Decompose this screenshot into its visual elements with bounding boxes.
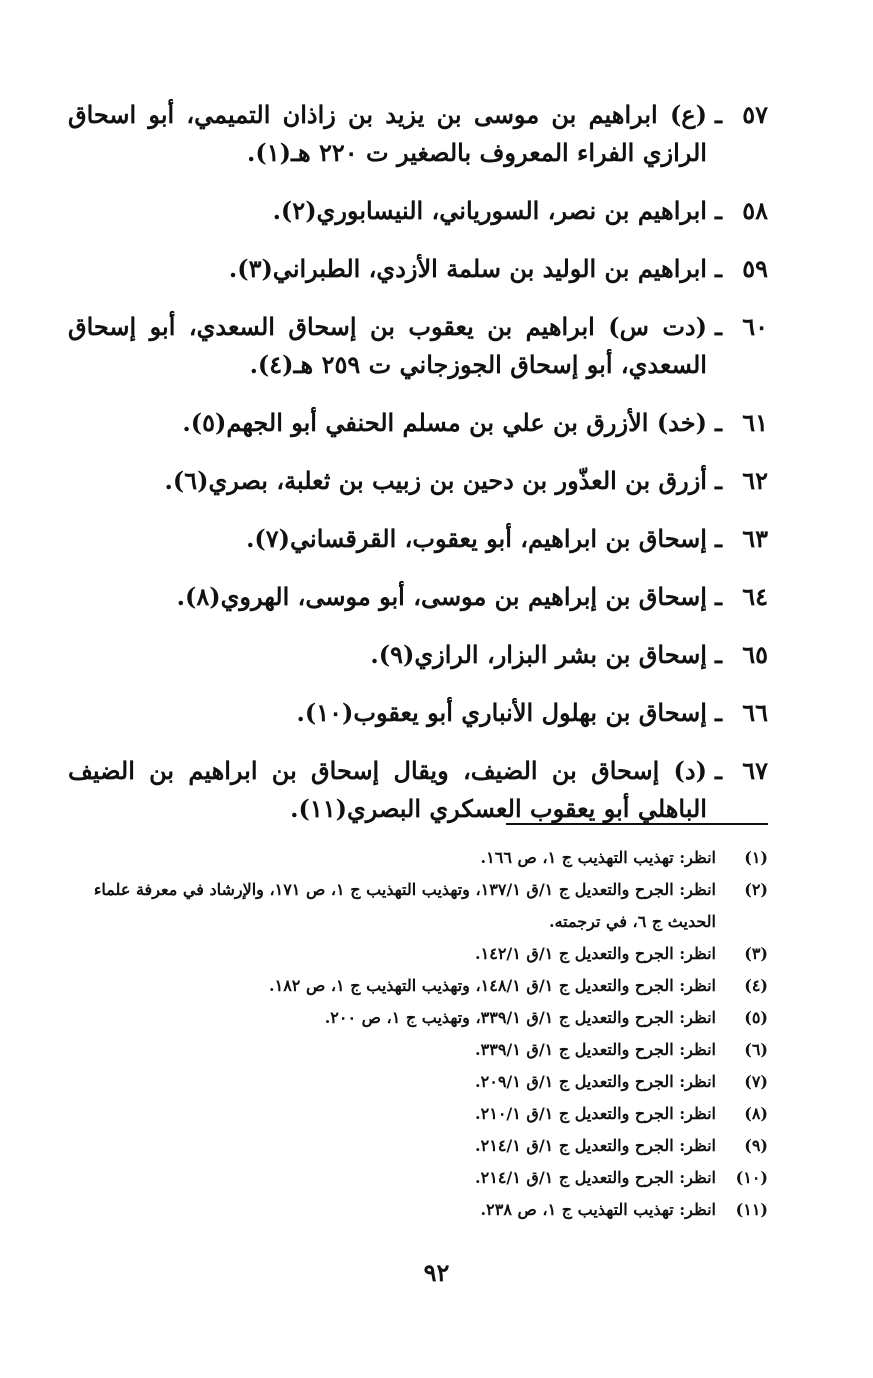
footnote-text: انظر: تهذيب التهذيب ج ١، ص ٢٣٨. xyxy=(480,1200,716,1219)
footnote-text: انظر: تهذيب التهذيب ج ١، ص ١٦٦. xyxy=(480,848,716,867)
entry-text: إسحاق بن إبراهيم بن موسى، أبو موسى، الهروي(٨). xyxy=(176,582,707,611)
entry-number: ٦٣ xyxy=(742,524,768,553)
entry-dash: ـ xyxy=(714,524,722,553)
footnote-2 xyxy=(68,874,768,938)
footnotes-list xyxy=(68,842,768,1226)
page-number: ٩٢ xyxy=(423,1258,450,1287)
footnote-7 xyxy=(68,1066,768,1098)
footnote-number: (١) xyxy=(744,848,768,867)
entry-62 xyxy=(68,462,768,500)
entry-text: (د) إسحاق بن الضيف، ويقال إسحاق بن ابراهيم بن الضيف الباهلي أبو يعقوب العسكري البصري(١١). xyxy=(68,756,707,823)
footnote-4 xyxy=(68,970,768,1002)
footnote-text: انظر: الجرح والتعديل ج ١/ق ٢١٠/١. xyxy=(475,1104,716,1123)
footnote-1 xyxy=(68,842,768,874)
entry-dash: ـ xyxy=(714,466,722,495)
entry-60 xyxy=(68,308,768,384)
entry-number: ٦٠ xyxy=(742,312,768,341)
entry-61 xyxy=(68,404,768,442)
footnote-text: انظر: الجرح والتعديل ج ١/ق ١٤٨/١، وتهذيب التهذيب ج ١، ص ١٨٢. xyxy=(269,976,716,995)
entry-text: (ع) ابراهيم بن موسى بن يزيد بن زاذان التميمي، أبو اسحاق الرازي الفراء المعروف بالصغير ت ٢٢٠ هـ(١). xyxy=(68,100,707,167)
entry-dash: ـ xyxy=(714,640,722,669)
footnote-number: (١٠) xyxy=(735,1168,768,1187)
entry-65 xyxy=(68,636,768,674)
entry-dash: ـ xyxy=(714,756,722,785)
footnote-text: انظر: الجرح والتعديل ج ١/ق ٢٠٩/١. xyxy=(475,1072,716,1091)
entry-text: إسحاق بن ابراهيم، أبو يعقوب، القرقساني(٧). xyxy=(246,524,707,553)
entry-number: ٦٥ xyxy=(742,640,768,669)
entry-number: ٦١ xyxy=(742,408,768,437)
entry-text: ابراهيم بن نصر، السورياني، النيسابوري(٢). xyxy=(272,196,707,225)
footnote-3 xyxy=(68,938,768,970)
footnote-number: (٨) xyxy=(744,1104,768,1123)
footnote-number: (٤) xyxy=(744,976,768,995)
entry-number: ٦٤ xyxy=(742,582,768,611)
entry-number: ٦٧ xyxy=(742,756,768,785)
footnote-text: انظر: الجرح والتعديل ج ١/ق ٢١٤/١. xyxy=(475,1168,716,1187)
entry-dash: ـ xyxy=(714,100,722,129)
entry-number: ٦٢ xyxy=(742,466,768,495)
entry-dash: ـ xyxy=(714,408,722,437)
biography-entries-list xyxy=(68,96,768,848)
footnote-text: انظر: الجرح والتعديل ج ١/ق ١٤٢/١. xyxy=(475,944,716,963)
entry-number: ٦٦ xyxy=(742,698,768,727)
footnote-number: (٢) xyxy=(744,880,768,899)
entry-64 xyxy=(68,578,768,616)
entry-text: إسحاق بن بهلول الأنباري أبو يعقوب(١٠). xyxy=(296,698,707,727)
footnote-divider xyxy=(506,823,768,825)
entry-59 xyxy=(68,250,768,288)
footnote-number: (٦) xyxy=(744,1040,768,1059)
footnote-11 xyxy=(68,1194,768,1226)
footnote-number: (٩) xyxy=(744,1136,768,1155)
entry-text: أزرق بن العذّور بن دحين بن زبيب بن ثعلبة، بصري(٦). xyxy=(164,466,707,495)
footnote-9 xyxy=(68,1130,768,1162)
entry-number: ٥٧ xyxy=(742,100,768,129)
entry-text: (خد) الأزرق بن علي بن مسلم الحنفي أبو الجهم(٥). xyxy=(182,408,707,437)
footnote-8 xyxy=(68,1098,768,1130)
entry-57 xyxy=(68,96,768,172)
footnote-text: انظر: الجرح والتعديل ج ١/ق ٢١٤/١. xyxy=(475,1136,716,1155)
footnote-5 xyxy=(68,1002,768,1034)
entry-66 xyxy=(68,694,768,732)
entry-58 xyxy=(68,192,768,230)
footnote-text: انظر: الجرح والتعديل ج ١/ق ٣٣٩/١. xyxy=(475,1040,716,1059)
entry-dash: ـ xyxy=(714,312,722,341)
entry-67 xyxy=(68,752,768,828)
entry-text: ابراهيم بن الوليد بن سلمة الأزدي، الطبراني(٣). xyxy=(228,254,707,283)
entry-dash: ـ xyxy=(714,196,722,225)
footnote-number: (٧) xyxy=(744,1072,768,1091)
entry-dash: ـ xyxy=(714,582,722,611)
entry-dash: ـ xyxy=(714,254,722,283)
entry-text: إسحاق بن بشر البزار، الرازي(٩). xyxy=(370,640,707,669)
footnote-number: (١١) xyxy=(735,1200,768,1219)
entry-number: ٥٨ xyxy=(742,196,768,225)
footnote-text: انظر: الجرح والتعديل ج ١/ق ٣٣٩/١، وتهذيب ج ١، ص ٢٠٠. xyxy=(324,1008,716,1027)
entry-text: (دت س) ابراهيم بن يعقوب بن إسحاق السعدي، أبو إسحاق السعدي، أبو إسحاق الجوزجاني ت ٢٥٩ هـ(٤). xyxy=(68,312,707,379)
entry-dash: ـ xyxy=(714,698,722,727)
entry-63 xyxy=(68,520,768,558)
footnote-6 xyxy=(68,1034,768,1066)
footnote-text: انظر: الجرح والتعديل ج ١/ق ١٣٧/١، وتهذيب التهذيب ج ١، ص ١٧١، والإرشاد في معرفة علماء الحديث ج ٦، في ترجمته. xyxy=(93,880,716,931)
entry-number: ٥٩ xyxy=(742,254,768,283)
footnote-number: (٥) xyxy=(744,1008,768,1027)
footnote-10 xyxy=(68,1162,768,1194)
footnote-number: (٣) xyxy=(744,944,768,963)
